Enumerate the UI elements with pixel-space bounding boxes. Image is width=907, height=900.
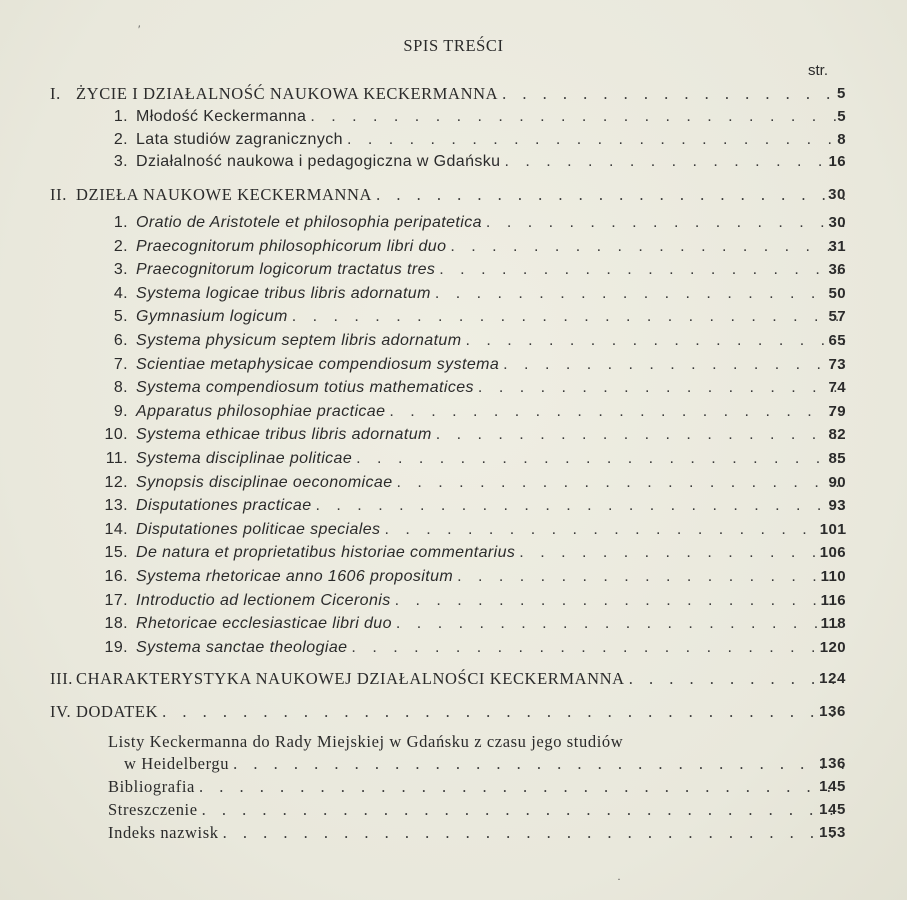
item-title: Praecognitorum philosophicorum libri duo [136,238,447,255]
item-number: 11. [105,450,128,467]
section-title: DZIEŁA NAUKOWE KECKERMANNA [76,185,373,204]
toc-section-4 [50,701,846,723]
leader-dots [385,401,846,423]
item-number: 3. [113,261,128,278]
item-title: Synopsis disciplinae oeconomicae [136,474,393,491]
toc-item [100,236,846,258]
item-page-number: 16 [828,153,846,170]
item-title: Systema compendiosum totius mathematices [136,379,474,396]
leader-dots [499,354,846,376]
toc-item [100,283,846,305]
toc-item [100,495,846,517]
toc-item [100,542,846,564]
toc-item [100,354,846,376]
toc-item [106,129,846,151]
item-number: 10. [104,426,128,443]
item-number: 5. [113,308,128,325]
item-number: 16. [104,568,128,585]
item-title: Rhetoricae ecclesiasticae libri duo [136,615,392,632]
appendix-item-title-line1: Listy Keckermanna do Rady Miejskiej w Gdańsku z czasu jego studiów [108,732,624,751]
toc-item [100,377,846,399]
leader-dots [446,236,846,258]
item-page-number: 116 [820,592,846,609]
item-number: 8. [113,379,128,396]
section-number: IV. [50,702,72,721]
leader-dots [432,424,846,446]
item-number: 14. [104,521,128,538]
section-page-number: 30 [828,186,846,203]
item-number: 18. [104,615,128,632]
paper-speck: ′ [138,22,141,36]
leader-dots [461,330,846,352]
leader-dots [288,306,846,328]
appendix-item-title: Bibliografia [108,777,195,796]
leader-dots [352,448,846,470]
leader-dots [306,106,846,128]
appendix-item-title-line2: w Heidelbergu [124,754,230,773]
leader-dots [500,151,846,173]
item-page-number: 74 [828,379,846,396]
item-title: Praecognitorum logicorum tractatus tres [136,261,436,278]
appendix-item-title: Streszczenie [108,800,198,819]
section-number: II. [50,185,67,204]
leader-dots [158,701,846,723]
page-column-header: str. [808,62,829,79]
toc-item [100,448,846,470]
section-title: ŻYCIE I DZIAŁALNOŚĆ NAUKOWA KECKERMANNA [76,84,499,103]
toc-item [106,151,846,173]
item-number: 13. [104,497,128,514]
item-title: Działalność naukowa i pedagogiczna w Gdańsku [136,153,501,170]
toc-appendix-item [124,753,846,775]
appendix-page-number: 153 [819,824,846,841]
item-page-number: 8 [837,131,846,148]
item-page-number: 79 [828,403,846,420]
leader-dots [372,184,846,206]
item-title: Introductio ad lectionem Ciceronis [136,592,391,609]
item-title: Scientiae metaphysicae compendiosum systema [136,356,500,373]
item-title: Systema rhetoricae anno 1606 propositum [136,568,454,585]
section-page-number: 136 [819,703,846,720]
item-number: 1. [113,108,128,125]
item-title: Systema ethicae tribus libris adornatum [136,426,432,443]
leader-dots [498,83,846,105]
section-title: CHARAKTERYSTYKA NAUKOWEJ DZIAŁALNOŚCI KECKERMANNA [76,669,625,688]
toc-item [100,472,846,494]
toc-item [106,106,846,128]
item-title: Disputationes practicae [136,497,312,514]
leader-dots [195,776,846,798]
item-title: Oratio de Aristotele et philosophia peripatetica [136,214,482,231]
item-title: Młodość Keckermanna [136,108,307,125]
toc-section-2 [50,184,846,206]
appendix-page-number: 145 [819,778,846,795]
leader-dots [393,472,847,494]
item-page-number: 85 [828,450,846,467]
item-number: 7. [113,356,128,373]
toc-item [100,566,846,588]
toc-appendix-item [108,822,846,844]
item-page-number: 57 [828,308,846,325]
item-title: Lata studiów zagranicznych [136,131,343,148]
item-title: De natura et proprietatibus historiae commentarius [136,544,516,561]
leader-dots [380,519,846,541]
toc-appendix-item [108,776,846,798]
appendix-page-number: 145 [819,801,846,818]
item-page-number: 36 [828,261,846,278]
toc-item [100,519,846,541]
item-page-number: 106 [819,544,846,561]
item-page-number: 118 [820,615,846,632]
toc-appendix-item [108,799,846,821]
item-number: 12. [104,474,128,491]
toc-item [100,401,846,423]
toc-item [100,259,846,281]
item-title: Apparatus philosophiae practicae [136,403,386,420]
item-number: 6. [113,332,128,349]
item-page-number: 5 [837,108,846,125]
item-number: 3. [113,153,128,170]
item-page-number: 93 [828,497,846,514]
item-number: 2. [113,131,128,148]
appendix-item-title: Indeks nazwisk [108,823,219,842]
leader-dots [435,259,846,281]
toc-item [100,212,846,234]
section-title: DODATEK [76,702,159,721]
leader-dots [474,377,846,399]
item-page-number: 31 [828,238,846,255]
leader-dots [391,590,846,612]
toc-section-3 [50,668,846,690]
leader-dots [343,129,846,151]
section-number: III. [50,669,74,688]
item-number: 17. [104,592,128,609]
item-number: 15. [104,544,128,561]
paper-speck: · [617,872,621,886]
leader-dots [219,822,846,844]
leader-dots [482,212,846,234]
toc-item [100,590,846,612]
leader-dots [347,637,846,659]
toc-item [100,613,846,635]
item-page-number: 65 [828,332,846,349]
leader-dots [198,799,846,821]
section-page-number: 124 [819,670,846,687]
toc-item [100,424,846,446]
item-title: Systema physicum septem libris adornatum [136,332,462,349]
page-title: SPIS TREŚCI [403,36,504,55]
item-title: Systema logicae tribus libris adornatum [136,285,431,302]
item-page-number: 73 [828,356,846,373]
item-number: 4. [113,285,128,302]
item-page-number: 82 [828,426,846,443]
item-title: Disputationes politicae speciales [136,521,381,538]
leader-dots [431,283,846,305]
item-page-number: 90 [828,474,846,491]
toc-item [100,306,846,328]
leader-dots [392,613,846,635]
leader-dots [515,542,846,564]
item-number: 9. [113,403,128,420]
item-title: Systema disciplinae politicae [136,450,353,467]
leader-dots [229,753,846,775]
appendix-page-number: 136 [819,755,846,772]
section-page-number: 5 [837,85,846,102]
leader-dots [312,495,846,517]
item-number: 19. [104,639,128,656]
item-number: 1. [113,214,128,231]
item-title: Systema sanctae theologiae [136,639,348,656]
item-page-number: 30 [828,214,846,231]
toc-item [100,330,846,352]
item-number: 2. [113,238,128,255]
item-page-number: 50 [828,285,846,302]
item-page-number: 110 [820,568,846,585]
item-page-number: 120 [819,639,846,656]
item-page-number: 101 [819,521,846,538]
toc-section-1 [50,83,846,105]
section-number: I. [50,84,61,103]
leader-dots [453,566,846,588]
item-title: Gymnasium logicum [136,308,288,325]
toc-item [100,637,846,659]
